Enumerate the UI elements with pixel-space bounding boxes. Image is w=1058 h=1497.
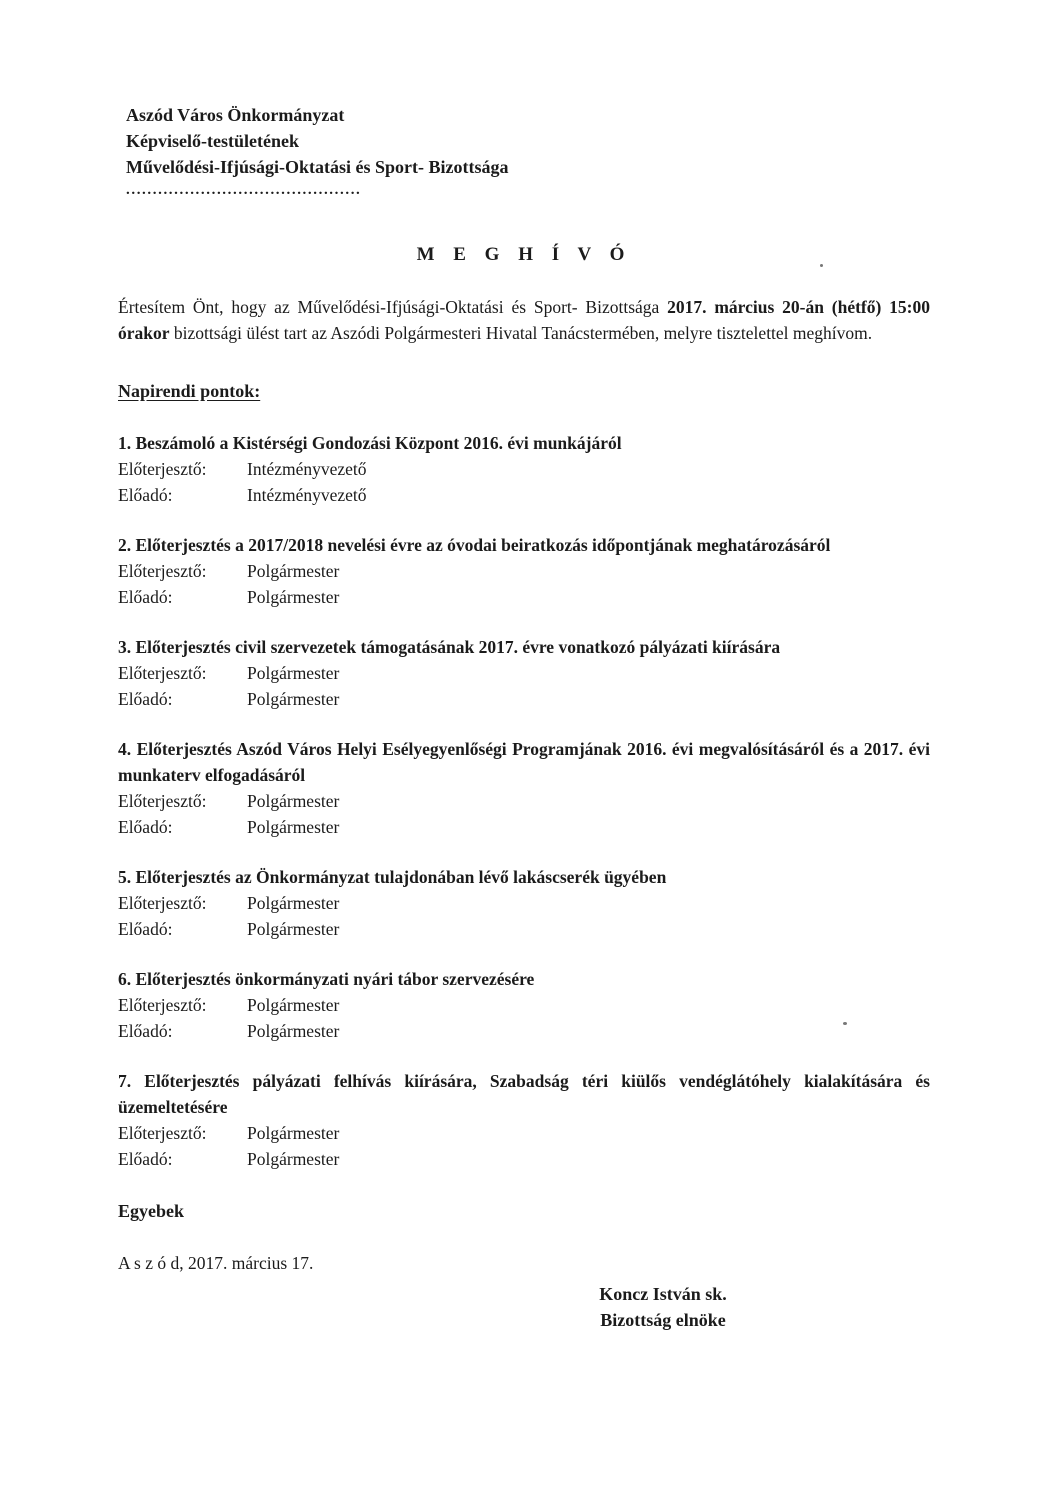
speaker-label: Előadó: <box>118 689 173 709</box>
agenda-item-2 <box>118 532 930 610</box>
agenda-item-title: 7. Előterjesztés pályázati felhívás kiírására, Szabadság téri kiülős vendéglátóhely kialakítására és üzemeltetésére <box>118 1071 930 1117</box>
speaker-value: Intézményvezető <box>247 485 367 505</box>
speaker-row <box>118 1146 930 1172</box>
agenda-item-3 <box>118 634 930 712</box>
presenter-row <box>118 992 930 1018</box>
agenda-list <box>118 430 930 1172</box>
presenter-label: Előterjesztő: <box>118 791 207 811</box>
scan-artifact <box>843 1022 847 1025</box>
signatory-role: Bizottság elnöke <box>600 1310 726 1330</box>
presenter-value: Polgármester <box>247 561 340 581</box>
speaker-row <box>118 814 930 840</box>
agenda-item-6 <box>118 966 930 1044</box>
speaker-value: Polgármester <box>247 919 340 939</box>
intro-text-start: Értesítem Önt, hogy az Művelődési-Ifjúsági-Oktatási és Sport- Bizottsága <box>118 297 668 317</box>
presenter-value: Polgármester <box>247 791 340 811</box>
intro-text-end: bizottsági ülést tart az Aszódi Polgármesteri Hivatal Tanácstermében, melyre tisztelettel meghívom. <box>169 323 873 343</box>
agenda-heading: Napirendi pontok: <box>118 381 261 401</box>
presenter-label: Előterjesztő: <box>118 459 207 479</box>
presenter-value: Polgármester <box>247 663 340 683</box>
speaker-row <box>118 916 930 942</box>
agenda-item-1 <box>118 430 930 508</box>
presenter-row <box>118 890 930 916</box>
presenter-value: Polgármester <box>247 893 340 913</box>
agenda-item-title: 2. Előterjesztés a 2017/2018 nevelési évre az óvodai beiratkozás időpontjának meghatározásáról <box>118 535 831 555</box>
scan-artifact <box>820 264 823 267</box>
presenter-label: Előterjesztő: <box>118 561 207 581</box>
speaker-value: Polgármester <box>247 1149 340 1169</box>
presenter-value: Intézményvezető <box>247 459 367 479</box>
document-title: M E G H Í V Ó <box>416 244 632 265</box>
speaker-value: Polgármester <box>247 817 340 837</box>
presenter-row <box>118 788 930 814</box>
speaker-row <box>118 686 930 712</box>
letterhead <box>126 102 930 180</box>
speaker-row <box>118 482 930 508</box>
intro-paragraph <box>118 294 930 346</box>
agenda-item-title: 6. Előterjesztés önkormányzati nyári tábor szervezésére <box>118 969 535 989</box>
presenter-value: Polgármester <box>247 1123 340 1143</box>
agenda-item-7 <box>118 1068 930 1172</box>
speaker-row <box>118 1018 930 1044</box>
other-items-heading: Egyebek <box>118 1201 185 1221</box>
speaker-label: Előadó: <box>118 485 173 505</box>
speaker-value: Polgármester <box>247 587 340 607</box>
presenter-row <box>118 558 930 584</box>
speaker-label: Előadó: <box>118 1149 173 1169</box>
speaker-value: Polgármester <box>247 689 340 709</box>
presenter-label: Előterjesztő: <box>118 893 207 913</box>
speaker-label: Előadó: <box>118 817 173 837</box>
presenter-label: Előterjesztő: <box>118 995 207 1015</box>
speaker-label: Előadó: <box>118 1021 173 1041</box>
presenter-label: Előterjesztő: <box>118 1123 207 1143</box>
agenda-item-title: 5. Előterjesztés az Önkormányzat tulajdonában lévő lakáscserék ügyében <box>118 867 667 887</box>
speaker-row <box>118 584 930 610</box>
agenda-item-title: 3. Előterjesztés civil szervezetek támogatásának 2017. évre vonatkozó pályázati kiírására <box>118 637 781 657</box>
org-name-line: Aszód Város Önkormányzat <box>126 105 345 125</box>
presenter-value: Polgármester <box>247 995 340 1015</box>
signatory-name: Koncz István sk. <box>599 1284 727 1304</box>
meeting-datetime: 2017. március 20-án (hétfő) 15:00 órakor <box>118 297 930 343</box>
speaker-label: Előadó: <box>118 919 173 939</box>
agenda-item-title: 4. Előterjesztés Aszód Város Helyi Esélyegyenlőségi Programjának 2016. évi megvalósításáról és a 2017. évi munkaterv elfogadásáról <box>118 739 930 785</box>
speaker-value: Polgármester <box>247 1021 340 1041</box>
agenda-item-5 <box>118 864 930 942</box>
org-body-line: Képviselő-testületének <box>126 131 299 151</box>
agenda-item-4 <box>118 736 930 840</box>
committee-name-line: Művelődési-Ifjúsági-Oktatási és Sport- Bizottsága <box>126 157 509 177</box>
speaker-label: Előadó: <box>118 587 173 607</box>
presenter-label: Előterjesztő: <box>118 663 207 683</box>
place-date-line: A s z ó d, 2017. március 17. <box>118 1253 314 1273</box>
dotted-separator: ............................................ <box>126 182 362 198</box>
presenter-row <box>118 456 930 482</box>
presenter-row <box>118 660 930 686</box>
signature-block <box>558 1281 768 1333</box>
presenter-row <box>118 1120 930 1146</box>
agenda-item-title: 1. Beszámoló a Kistérségi Gondozási Központ 2016. évi munkájáról <box>118 433 622 453</box>
